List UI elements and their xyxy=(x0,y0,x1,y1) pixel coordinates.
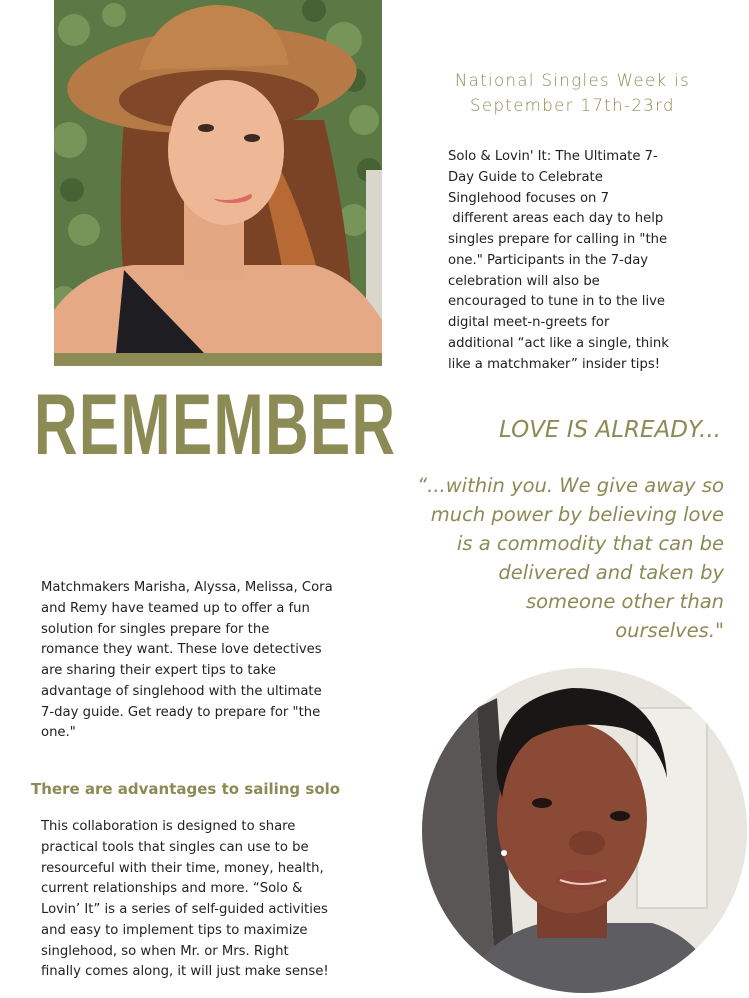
paragraph-line: and Remy have teamed up to offer a fun xyxy=(41,600,310,616)
collaboration-paragraph xyxy=(41,817,376,983)
paragraph-line: Singlehood focuses on 7 xyxy=(448,190,609,206)
paragraph-line: and easy to implement tips to maximize xyxy=(41,922,308,938)
paragraph-line: 7-day guide. Get ready to prepare for "the xyxy=(41,704,321,720)
paragraph-line: additional “act like a single, think xyxy=(448,335,669,351)
pull-quote-text xyxy=(395,471,724,645)
paragraph-line: current relationships and more. “Solo & xyxy=(41,881,303,897)
intro-paragraph xyxy=(448,147,708,375)
quote-line: much power by believing love xyxy=(430,503,724,526)
paragraph-line: This collaboration is designed to share xyxy=(41,819,296,834)
portrait-illustration xyxy=(54,0,382,353)
paragraph-line: romance they want. These love detectives xyxy=(41,642,322,658)
quote-line: delivered and taken by xyxy=(498,561,724,584)
paragraph-line: celebration will also be xyxy=(448,273,600,289)
paragraph-line: digital meet-n-greets for xyxy=(448,315,610,330)
headline-remember: REMEMBER xyxy=(34,377,397,473)
matchmakers-paragraph xyxy=(41,578,376,744)
paragraph-line: Matchmakers Marisha, Alyssa, Melissa, Cora xyxy=(41,580,333,595)
event-banner-line1: National Singles Week is xyxy=(454,71,691,90)
paragraph-line: encouraged to tune in to the live xyxy=(448,294,666,310)
paragraph-line: different areas each day to help xyxy=(448,211,664,227)
portrait-photo-hat xyxy=(54,0,382,353)
quote-line: “...within you. We give away so xyxy=(417,474,724,497)
event-banner-line2: September 17th-23rd xyxy=(470,96,675,115)
paragraph-line: singlehood, so when Mr. or Mrs. Right xyxy=(41,943,289,959)
event-banner xyxy=(440,68,705,118)
photo-accent-bar xyxy=(54,353,382,366)
paragraph-line: Day Guide to Celebrate xyxy=(448,169,603,185)
paragraph-line: practical tools that singles can use to be xyxy=(41,839,309,855)
paragraph-line: finally comes along, it will just make sense! xyxy=(41,964,329,980)
quote-line: ourselves." xyxy=(615,619,724,642)
paragraph-line: one." xyxy=(41,725,76,741)
pull-quote-heading: LOVE IS ALREADY... xyxy=(498,417,721,443)
paragraph-line: one." Participants in the 7-day xyxy=(448,252,649,268)
paragraph-line: advantage of singlehood with the ultimate xyxy=(41,683,322,699)
paragraph-line: like a matchmaker” insider tips! xyxy=(448,356,661,372)
portrait-illustration xyxy=(422,668,747,993)
paragraph-line: singles prepare for calling in "the xyxy=(448,232,668,247)
paragraph-line: solution for singles prepare for the xyxy=(41,621,270,637)
paragraph-line: Solo & Lovin' It: The Ultimate 7- xyxy=(448,149,658,164)
paragraph-line: Lovin’ It” is a series of self-guided activities xyxy=(41,902,328,917)
section-heading: There are advantages to sailing solo xyxy=(31,780,341,798)
portrait-photo-circle xyxy=(422,668,747,993)
quote-line: someone other than xyxy=(525,590,724,613)
paragraph-line: resourceful with their time, money, health, xyxy=(41,860,324,876)
paragraph-line: are sharing their expert tips to take xyxy=(41,663,276,678)
quote-line: is a commodity that can be xyxy=(456,532,724,555)
